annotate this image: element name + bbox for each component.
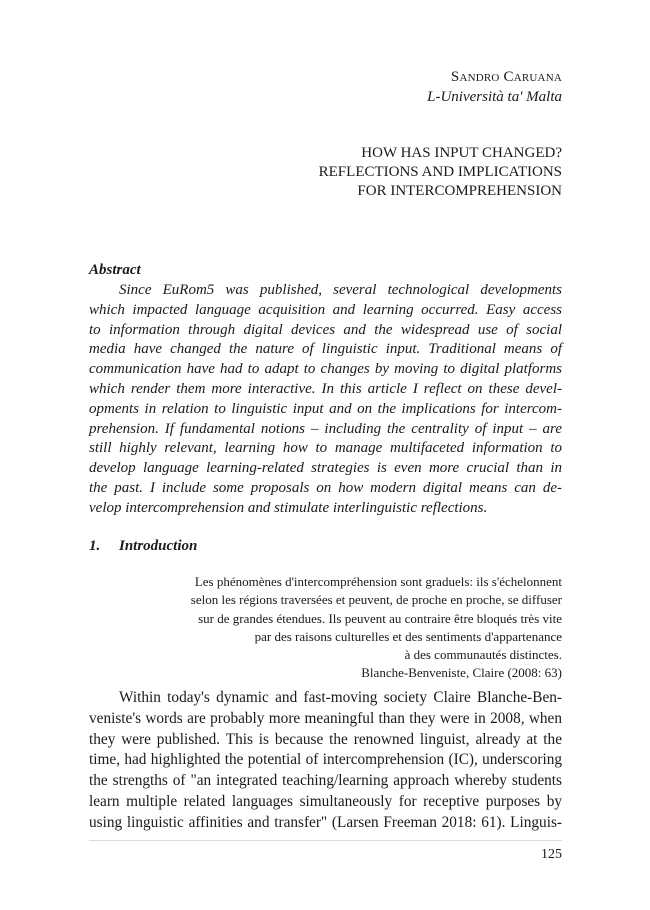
abstract-line: to information through digital devices and the widespread use of social <box>89 321 562 338</box>
abstract-body <box>89 281 562 519</box>
abstract-line: still highly relevant, learning how to manage multifaceted information to <box>89 440 562 457</box>
page-number: 125 <box>541 847 562 862</box>
abstract-line: opments in relation to linguistic input and on the implications for intercom- <box>89 400 562 417</box>
epigraph-line: par des raisons culturelles et des sentiments d'appartenance <box>254 628 562 644</box>
intro-line: time, had highlighted the potential of intercomprehension (IC), underscoring <box>89 751 562 769</box>
abstract-line: media have changed the nature of linguistic input. Traditional means of <box>89 341 562 358</box>
section-number: 1. <box>89 538 101 554</box>
abstract-line: which impacted language acquisition and learning occurred. Easy access <box>89 301 562 318</box>
epigraph-line: à des communautés distinctes. <box>404 647 562 663</box>
title-line: FOR INTERCOMPREHENSION <box>357 183 562 199</box>
intro-line: veniste's words are probably more meaningful than they were in 2008, when <box>89 709 562 727</box>
title-line: HOW HAS INPUT CHANGED? <box>361 145 562 161</box>
abstract-line: velop intercomprehension and stimulate interlinguistic reflections. <box>89 499 488 516</box>
section-heading <box>89 538 197 555</box>
abstract-heading: Abstract <box>89 262 141 278</box>
section-title: Introduction <box>119 538 198 554</box>
epigraph-line: selon les régions traversées et peuvent, de proche en proche, se diffuser <box>190 592 562 608</box>
abstract-line: communication have had to adapt to changes by moving to digital platforms <box>89 361 562 378</box>
introduction-body <box>89 688 562 834</box>
intro-line: Within today's dynamic and fast-moving society Claire Blanche-Ben- <box>119 689 562 706</box>
title-line: REFLECTIONS AND IMPLICATIONS <box>318 164 562 180</box>
abstract-line: the past. I include some proposals on how modern digital means can de- <box>89 479 562 496</box>
abstract-line: develop language learning-related strategies is even more crucial than in <box>89 460 562 477</box>
author-affiliation: L-Università ta' Malta <box>427 89 562 105</box>
epigraph-quote <box>132 573 562 683</box>
paper-title <box>319 144 562 201</box>
author-name: Sandro Caruana <box>450 69 562 85</box>
epigraph-line: Les phénomènes d'intercompréhension sont graduels: ils s'échelonnent <box>194 574 562 589</box>
abstract-line: prehension. If fundamental notions – including the centrality of input – are <box>89 420 562 437</box>
intro-line: learn multiple related languages simultaneously for receptive purposes by <box>89 792 562 810</box>
footer-rule <box>89 840 562 841</box>
intro-line: the strengths of "an integrated teaching/learning approach whereby students <box>89 772 562 790</box>
intro-line: they were published. This is because the renowned linguist, already at the <box>89 730 562 748</box>
abstract-line: Since EuRom5 was published, several technological developments <box>119 282 562 298</box>
epigraph-attribution: Blanche-Benveniste, Claire (2008: 63) <box>361 665 562 681</box>
abstract-line: which render them more interactive. In this article I reflect on these devel- <box>89 380 562 397</box>
intro-line: using linguistic affinities and transfer" (Larsen Freeman 2018: 61). Linguis- <box>89 813 562 831</box>
epigraph-line: sur de grandes étendues. Ils peuvent au contraire être bloqués très vite <box>198 610 562 626</box>
